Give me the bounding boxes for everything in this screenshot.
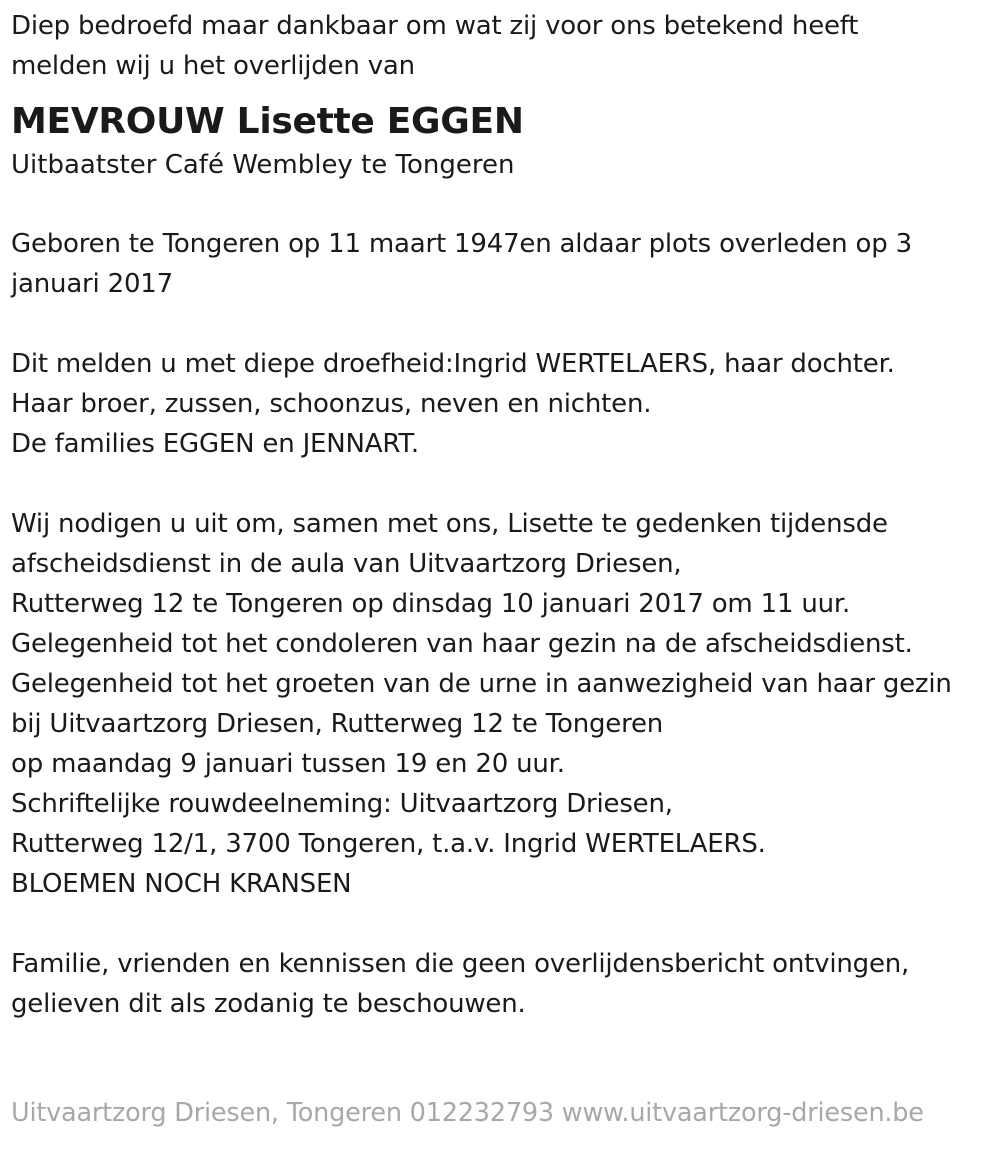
birth-death-line: januari 2017: [11, 269, 173, 299]
birth-death-paragraph: [11, 224, 991, 304]
funeral-home-footer: Uitvaartzorg Driesen, Tongeren 012232793 www.uitvaartzorg-driesen.be: [11, 1098, 924, 1128]
ceremony-paragraph: [11, 504, 991, 904]
ceremony-line: Rutterweg 12/1, 3700 Tongeren, t.a.v. Ingrid WERTELAERS.: [11, 829, 766, 859]
closing-paragraph: [11, 944, 991, 1024]
ceremony-line: Wij nodigen u uit om, samen met ons, Lisette te gedenken tijdensde: [11, 509, 888, 539]
spacer: [11, 464, 991, 504]
ceremony-line: Schriftelijke rouwdeelneming: Uitvaartzorg Driesen,: [11, 789, 673, 819]
closing-line: Familie, vrienden en kennissen die geen overlijdensbericht ontvingen,: [11, 949, 910, 979]
ceremony-line: bij Uitvaartzorg Driesen, Rutterweg 12 te Tongeren: [11, 709, 664, 739]
family-paragraph: [11, 344, 991, 464]
intro-line: Diep bedroefd maar dankbaar om wat zij voor ons betekend heeft: [11, 11, 859, 41]
deceased-name: MEVROUW Lisette EGGEN: [11, 101, 524, 142]
obituary-notice: [11, 6, 991, 1024]
ceremony-line: op maandag 9 januari tussen 19 en 20 uur.: [11, 749, 565, 779]
intro-line: melden wij u het overlijden van: [11, 51, 415, 81]
family-line: Haar broer, zussen, schoonzus, neven en nichten.: [11, 389, 652, 419]
closing-line: gelieven dit als zodanig te beschouwen.: [11, 989, 526, 1019]
deceased-title: Uitbaatster Café Wembley te Tongeren: [11, 150, 515, 180]
family-line: De families EGGEN en JENNART.: [11, 429, 419, 459]
ceremony-line: Rutterweg 12 te Tongeren op dinsdag 10 januari 2017 om 11 uur.: [11, 589, 851, 619]
family-line: Dit melden u met diepe droefheid:Ingrid WERTELAERS, haar dochter.: [11, 349, 895, 379]
ceremony-line: Gelegenheid tot het condoleren van haar gezin na de afscheidsdienst.: [11, 629, 913, 659]
ceremony-line: BLOEMEN NOCH KRANSEN: [11, 869, 352, 899]
intro-paragraph: [11, 6, 991, 86]
ceremony-line: afscheidsdienst in de aula van Uitvaartzorg Driesen,: [11, 549, 682, 579]
spacer: [11, 304, 991, 344]
spacer: [11, 184, 991, 224]
spacer: [11, 904, 991, 944]
birth-death-line: Geboren te Tongeren op 11 maart 1947en aldaar plots overleden op 3: [11, 229, 912, 259]
ceremony-line: Gelegenheid tot het groeten van de urne in aanwezigheid van haar gezin: [11, 669, 952, 699]
